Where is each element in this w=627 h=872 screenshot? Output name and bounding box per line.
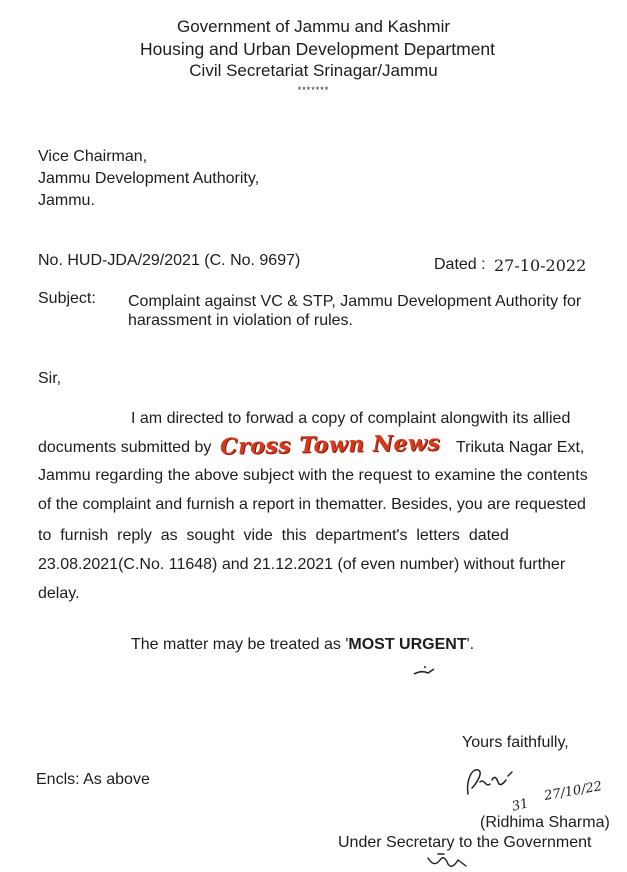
body-line-6: 23.08.2021(C.No. 11648) and 21.12.2021 (of even number) without further — [38, 556, 566, 573]
subject-label: Subject: — [38, 290, 96, 307]
reference-number: No. HUD-JDA/29/2021 (C. No. 9697) — [38, 252, 301, 269]
urgent-bold: MOST URGENT — [348, 636, 467, 653]
dated-label: Dated : — [434, 256, 486, 273]
signature-icon — [462, 762, 542, 802]
body-line-5: to furnish reply as sought vide this department's letters dated — [38, 527, 509, 544]
signatory-designation: Under Secretary to the Government — [338, 834, 592, 851]
header-department: Housing and Urban Development Department — [139, 39, 496, 59]
pen-mark-icon — [412, 664, 442, 678]
subject-line1: Complaint against VC & STP, Jammu Development Authority for — [128, 293, 582, 310]
header-stars: ******* — [297, 85, 330, 95]
watermark: Cross Town News — [219, 430, 441, 460]
header-secretariat: Civil Secretariat Srinagar/Jammu — [189, 61, 438, 80]
signatory-name: (Ridhima Sharma) — [480, 814, 610, 831]
enclosures: Encls: As above — [36, 771, 150, 788]
subject-line2: harassment in violation of rules. — [128, 312, 353, 329]
yours-faithfully: Yours faithfully, — [462, 734, 569, 751]
body-line-3: Jammu regarding the above subject with the request to examine the contents — [38, 467, 588, 484]
body-line-2-end: Trikuta Nagar Ext, — [456, 439, 585, 456]
urgent-prefix: The matter may be treated as ' — [131, 636, 349, 653]
urgent-line — [131, 636, 474, 654]
addressee-line3: Jammu. — [38, 192, 95, 209]
dated-value: 27-10-2022 — [494, 256, 587, 275]
urgent-suffix: '. — [466, 636, 475, 653]
handwritten-date: 27/10/22 — [543, 779, 604, 804]
addressee-line2: Jammu Development Authority, — [38, 170, 260, 187]
body-line-4: of the complaint and furnish a report in thematter. Besides, you are requested — [38, 496, 586, 513]
header-government: Government of Jammu and Kashmir — [176, 17, 451, 36]
body-line-2-start: documents submitted by — [38, 439, 212, 456]
addressee-line1: Vice Chairman, — [38, 148, 148, 165]
body-line-1: I am directed to forwad a copy of complaint alongwith its allied — [131, 410, 571, 427]
handwritten-initial: 31 — [510, 796, 531, 815]
salutation: Sir, — [38, 370, 62, 387]
body-line-7: delay. — [38, 585, 80, 602]
initial-scribble-icon — [424, 852, 480, 870]
